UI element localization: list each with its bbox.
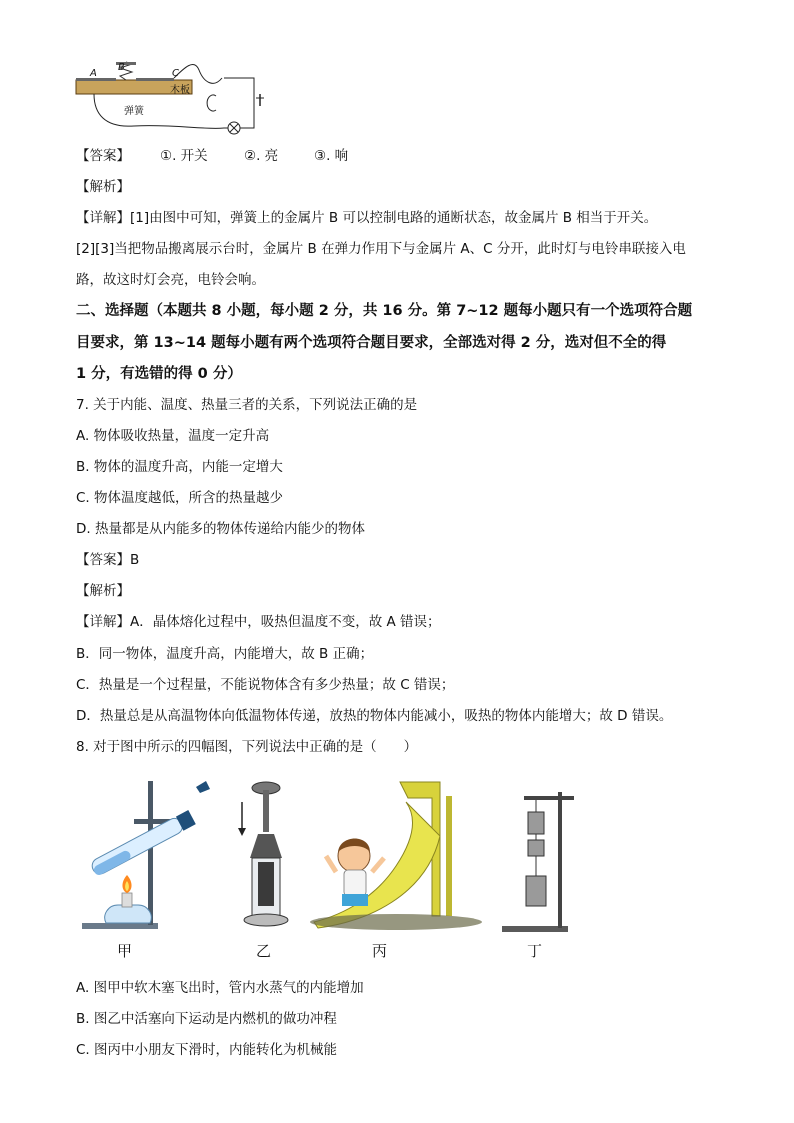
q8-option-a: A. 图甲中软木塞飞出时，管内水蒸气的内能增加	[76, 980, 364, 996]
q8-stem: 8. 对于图中所示的四幅图，下列说法中正确的是（ ）	[76, 739, 418, 755]
fig1-label-a: A	[90, 68, 97, 79]
q7-detail-line-3: C．热量是一个过程量，不能说物体含有多少热量；故 C 错误；	[76, 677, 455, 693]
q8-option-b: B. 图乙中活塞向下运动是内燃机的做功冲程	[76, 1011, 337, 1027]
figure-label-bing: 丙	[372, 942, 388, 960]
detail-1-line-2: [2][3]当把物品搬离展示台时，金属片 B 在弹力作用下与金属片 A、C 分开，此时灯与电铃串联接入电	[76, 241, 686, 257]
section-title-line-3: 1 分，有选错的得 0 分）	[76, 366, 242, 382]
q7-detail-line-1: 【详解】A．晶体熔化过程中，吸热但温度不变，故 A 错误；	[76, 614, 441, 630]
q7-option-d: D. 热量都是从内能多的物体传递给内能少的物体	[76, 521, 365, 537]
q7-detail-line-2: B．同一物体，温度升高，内能增大，故 B 正确；	[76, 646, 374, 662]
q7-option-a: A. 物体吸收热量，温度一定升高	[76, 428, 270, 444]
fig1-label-b: B	[118, 62, 125, 73]
figure-yi-cylinder	[232, 778, 292, 938]
q8-option-c: C. 图丙中小朋友下滑时，内能转化为机械能	[76, 1042, 338, 1058]
answer-item-3: ③. 响	[314, 148, 349, 164]
section-title-line-2: 目要求，第 13~14 题每小题有两个选项符合题目要求，全部选对得 2 分，选对但不全的得	[76, 335, 667, 351]
fig1-spring-label: 弹簧	[124, 106, 144, 117]
figure-label-yi: 乙	[256, 942, 272, 960]
answer-tag-1: 【答案】	[76, 148, 130, 164]
figure-label-jia: 甲	[117, 942, 133, 960]
q7-detail-line-4: D．热量总是从高温物体向低温物体传递，放热的物体内能减小，吸热的物体内能增大；故 D 错误。	[76, 708, 673, 724]
fig1-label-c: C	[172, 68, 179, 79]
figure-bing-slide	[306, 776, 486, 936]
answer-item-2: ②. 亮	[244, 148, 279, 164]
q7-option-b: B. 物体的温度升高，内能一定增大	[76, 459, 283, 475]
q7-answer: 【答案】B	[76, 552, 140, 568]
detail-1-line-1: 【详解】[1]由图中可知，弹簧上的金属片 B 可以控制电路的通断状态，故金属片 B 相当于开关。	[76, 210, 658, 226]
q7-stem: 7. 关于内能、温度、热量三者的关系，下列说法正确的是	[76, 397, 418, 413]
fig1-board-label: 木板	[170, 85, 190, 96]
answer-item-1: ①. 开关	[160, 148, 208, 164]
analysis-tag-1: 【解析】	[76, 179, 130, 195]
figure-jia-test-tube	[78, 775, 218, 935]
detail-1-line-3: 路，故这时灯会亮，电铃会响。	[76, 272, 265, 288]
section-title-line-1: 二、选择题（本题共 8 小题，每小题 2 分，共 16 分。第 7~12 题每小题只有一个选项符合题	[76, 303, 693, 319]
figure-label-ding: 丁	[527, 942, 543, 960]
q7-option-c: C. 物体温度越低，所含的热量越少	[76, 490, 284, 506]
q7-analysis-tag: 【解析】	[76, 583, 130, 599]
figure-ding-weights	[502, 790, 582, 940]
